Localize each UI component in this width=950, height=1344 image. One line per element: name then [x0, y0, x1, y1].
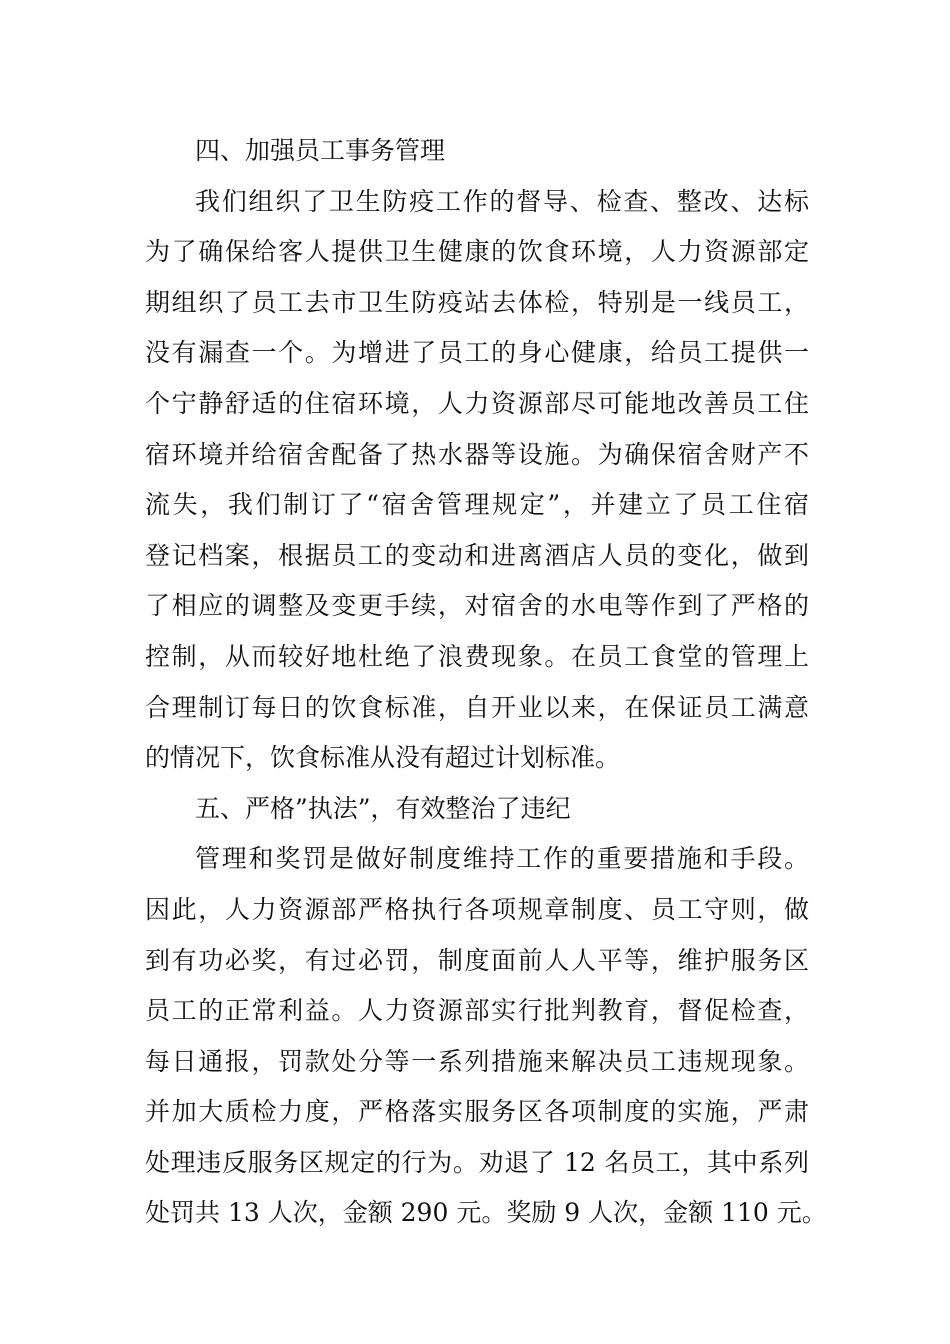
text-line: 宿环境并给宿舍配备了热水器等设施。为确保宿舍财产不	[145, 439, 809, 469]
text-line: 为了确保给客人提供卫生健康的饮食环境，人力资源部定	[145, 237, 809, 267]
text-line: 期组织了员工去市卫生防疫站去体检，特别是一线员工，	[145, 287, 809, 317]
text-line: 五、严格”执法”，有效整治了违纪	[195, 793, 571, 823]
text-line: 处罚共 13 人次，金额 290 元。奖励 9 人次，金额 110 元。	[145, 1198, 827, 1228]
document-body	[145, 126, 827, 1239]
text-line: 个宁静舒适的住宿环境，人力资源部尽可能地改善员工住	[145, 388, 809, 418]
text-line: 四、加强员工事务管理	[195, 136, 446, 165]
text-line: 了相应的调整及变更手续，对宿舍的水电等作到了严格的	[145, 591, 809, 621]
text-line: 没有漏查一个。为增进了员工的身心健康，给员工提供一	[145, 338, 809, 368]
text-line: 因此，人力资源部严格执行各项规章制度、员工守则，做	[145, 894, 809, 924]
text-line: 处理违反服务区规定的行为。劝退了 12 名员工，其中系列	[145, 1147, 809, 1177]
text-line: 每日通报，罚款处分等一系列措施来解决员工违规现象。	[145, 1046, 809, 1076]
text-line: 我们组织了卫生防疫工作的督导、检查、整改、达标	[195, 186, 809, 216]
text-line: 员工的正常利益。人力资源部实行批判教育，督促检查，	[145, 996, 809, 1026]
text-line: 控制，从而较好地杜绝了浪费现象。在员工食堂的管理上	[145, 641, 809, 671]
text-line: 的情况下，饮食标准从没有超过计划标准。	[145, 743, 621, 773]
text-line: 合理制订每日的饮食标准，自开业以来，在保证员工满意	[145, 692, 809, 722]
text-line: 流失，我们制订了“宿舍管理规定”，并建立了员工住宿	[145, 490, 809, 520]
text-line: 管理和奖罚是做好制度维持工作的重要措施和手段。	[195, 844, 809, 874]
text-line: 到有功必奖，有过必罚，制度面前人人平等，维护服务区	[145, 945, 809, 975]
text-line: 并加大质检力度，严格落实服务区各项制度的实施，严肃	[145, 1097, 809, 1127]
text-line: 登记档案，根据员工的变动和进离酒店人员的变化，做到	[145, 540, 809, 570]
